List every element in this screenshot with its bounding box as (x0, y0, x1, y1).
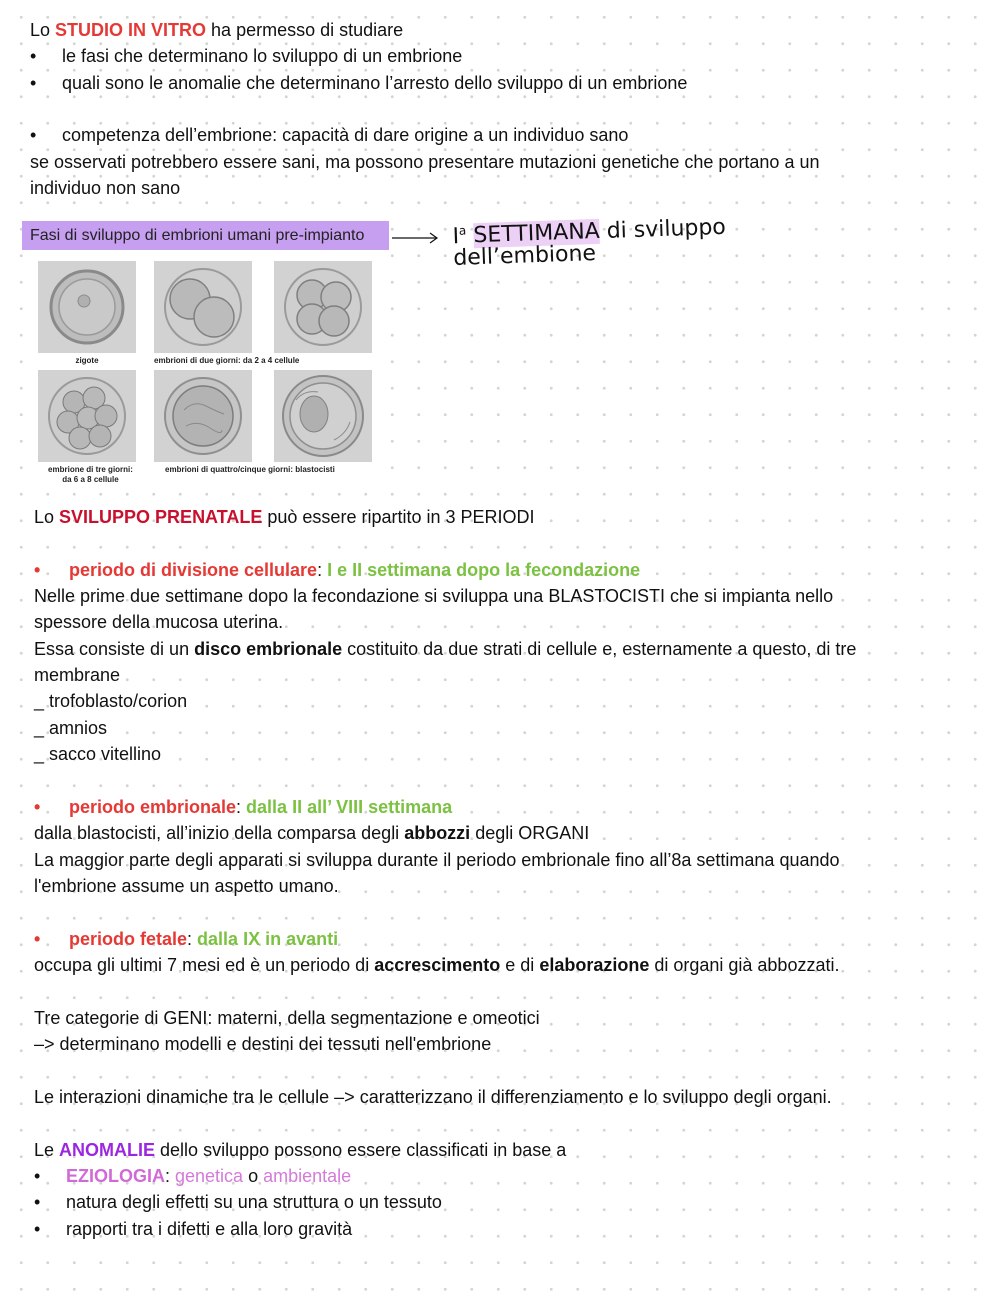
period-1-text-3: Essa consiste di un disco embrionale costituito da due strati di cellule e, esternamente a questo, di tre (34, 639, 857, 659)
intro-paragraph: se osservati potrebbero essere sani, ma possono presentare mutazioni genetiche che portano a un (30, 152, 820, 172)
arrow-icon (390, 226, 440, 246)
period-1-text-4: membrane (34, 665, 121, 685)
intro-bullet-2: • quali sono le anomalie che determinano l’arresto dello sviluppo di un embrione (30, 73, 688, 93)
geni-line: Tre categorie di GENI: materni, della segmentazione e omeotici (34, 1008, 540, 1028)
caption-zigote: zigote (75, 356, 99, 365)
caption-tre-giorni: embrione di tre giorni: da 6 a 8 cellule (48, 465, 133, 484)
intro-bullet-1: • le fasi che determinano lo sviluppo di un embrione (30, 46, 463, 66)
handwritten-note: $I^a$ SETTIMANA di sviluppo dell’embione (452, 214, 727, 272)
morula-image (154, 370, 252, 462)
caption-due-giorni: embrioni di due giorni: da 2 a 4 cellule (154, 356, 300, 365)
period-2-text-2: La maggior parte degli apparati si sviluppa durante il periodo embrionale fino all’8a settimana quando (34, 850, 840, 870)
membrane-item: _ sacco vitellino (34, 744, 162, 764)
period-1-text: Nelle prime due settimane dopo la fecondazione si sviluppa una BLASTOCISTI che si impianta nello (34, 586, 834, 606)
anomalie-heading: Le ANOMALIE dello sviluppo possono essere classificati in base a (34, 1140, 567, 1160)
geni-line-2: –> determinano modelli e destini dei tessuti nell'embrione (34, 1034, 492, 1054)
anomalie-bullet-2: • natura degli effetti su una struttura o un tessuto (34, 1192, 442, 1212)
two-cell-embryo-image (154, 261, 252, 353)
period-1-text-2: spessore della mucosa uterina. (34, 612, 284, 632)
prenatale-heading: Lo SVILUPPO PRENATALE può essere ripartito in 3 PERIODI (34, 507, 535, 527)
intro-paragraph-cont: individuo non sano (30, 178, 181, 198)
anomalie-bullet-1: • EZIOLOGIA: genetica o ambientale (34, 1166, 352, 1186)
caption-quattro-giorni: embrioni di quattro/cinque giorni: blastocisti (165, 465, 335, 474)
studio-in-vitro-highlight: STUDIO IN VITRO (55, 20, 207, 40)
four-cell-embryo-image (274, 261, 372, 353)
zygote-image (38, 261, 136, 353)
membrane-item: _ amnios (34, 718, 108, 738)
period-1-heading: • periodo di divisione cellulare: I e II settimana dopo la fecondazione (34, 560, 641, 580)
period-3-heading: • periodo fetale: dalla IX in avanti (34, 929, 339, 949)
blastocyst-image (274, 370, 372, 462)
intro-bullet-3: • competenza dell’embrione: capacità di dare origine a un individuo sano (30, 125, 629, 145)
period-3-text: occupa gli ultimi 7 mesi ed è un periodo di accrescimento e di elaborazione di organi già abbozzati. (34, 955, 840, 975)
anomalie-bullet-3: • rapporti tra i difetti e alla loro gravità (34, 1219, 353, 1239)
period-2-text-3: l'embrione assume un aspetto umano. (34, 876, 339, 896)
period-2-heading: • periodo embrionale: dalla II all’ VIII settimana (34, 797, 453, 817)
figure-title: Fasi di sviluppo di embrioni umani pre-impianto (22, 221, 389, 250)
interazioni-line: Le interazioni dinamiche tra le cellule –> caratterizzano il differenziamento e lo sviluppo degli organi. (34, 1087, 832, 1107)
intro-line: Lo STUDIO IN VITRO ha permesso di studiare (30, 20, 404, 40)
eight-cell-embryo-image (38, 370, 136, 462)
period-2-text: dalla blastocisti, all’inizio della comparsa degli abbozzi degli ORGANI (34, 823, 590, 843)
membrane-item: _ trofoblasto/corion (34, 691, 188, 711)
